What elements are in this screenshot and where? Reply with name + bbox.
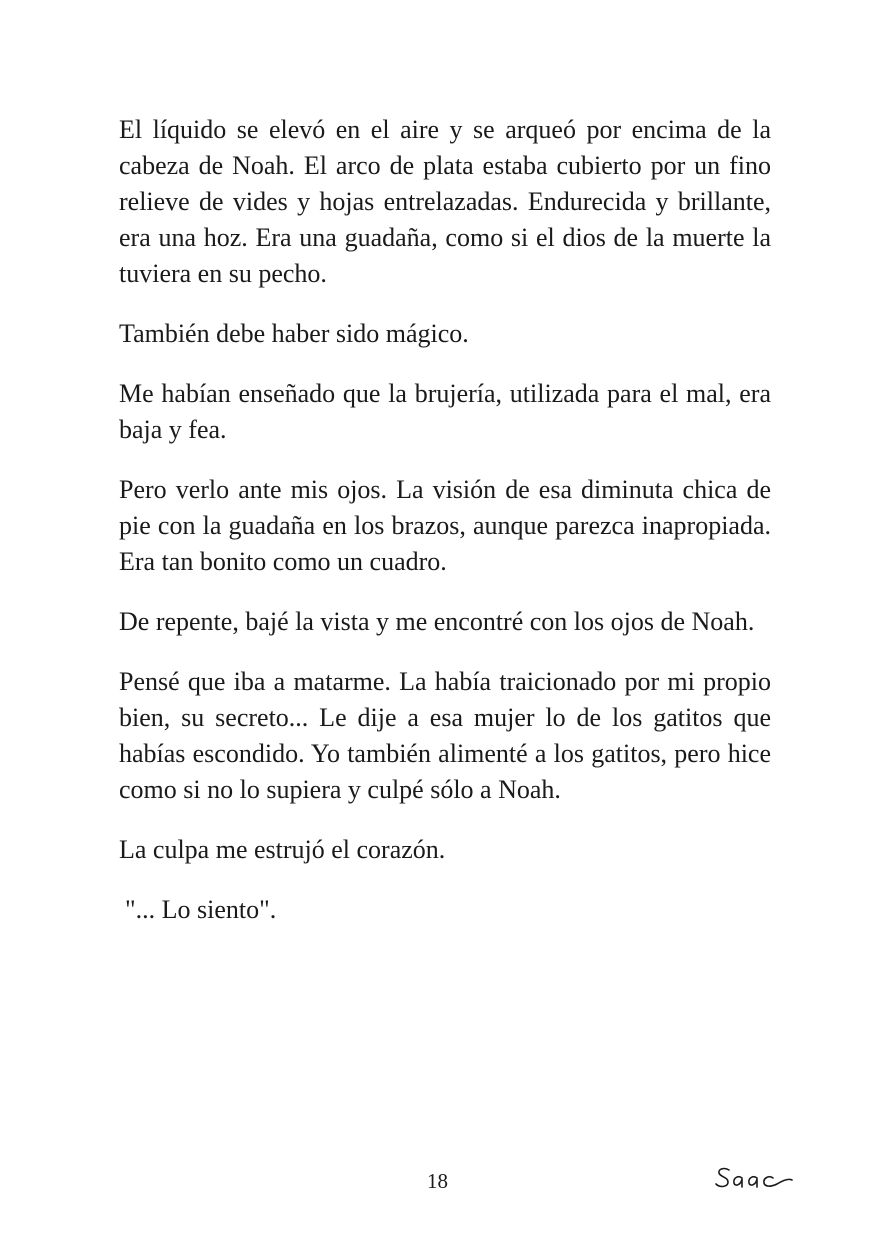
signature-logo <box>712 1160 802 1200</box>
paragraph: La culpa me estrujó el corazón. <box>119 835 446 864</box>
signature-icon <box>712 1160 802 1200</box>
paragraph: Pero verlo ante mis ojos. La visión de esa diminuta chica de pie con la guadaña en los brazos, aunque parezca inapropiada. Era tan bonito como un cuadro. <box>119 475 771 576</box>
page-number: 18 <box>427 1169 448 1193</box>
paragraph: El líquido se elevó en el aire y se arqueó por encima de la cabeza de Noah. El arco de plata estaba cubierto por un fino relieve de vides y hojas entrelazadas. Endurecida y brillante, era una hoz. Era una guadaña, como si el dios de la muerte la tuviera en su pecho. <box>119 115 771 288</box>
paragraph: De repente, bajé la vista y me encontré con los ojos de Noah. <box>119 607 755 636</box>
paragraph: Pensé que iba a matarme. La había traicionado por mi propio bien, su secreto... Le dije a esa mujer lo de los gatitos que habías escondido. Yo también alimenté a los gatitos, pero hice como si no lo supiera y culpé sólo a Noah. <box>119 667 771 804</box>
paragraph: Me habían enseñado que la brujería, utilizada para el mal, era baja y fea. <box>119 379 771 444</box>
paragraph: También debe haber sido mágico. <box>119 319 469 348</box>
paragraph: "... Lo siento". <box>125 895 277 924</box>
body-text <box>119 112 771 952</box>
